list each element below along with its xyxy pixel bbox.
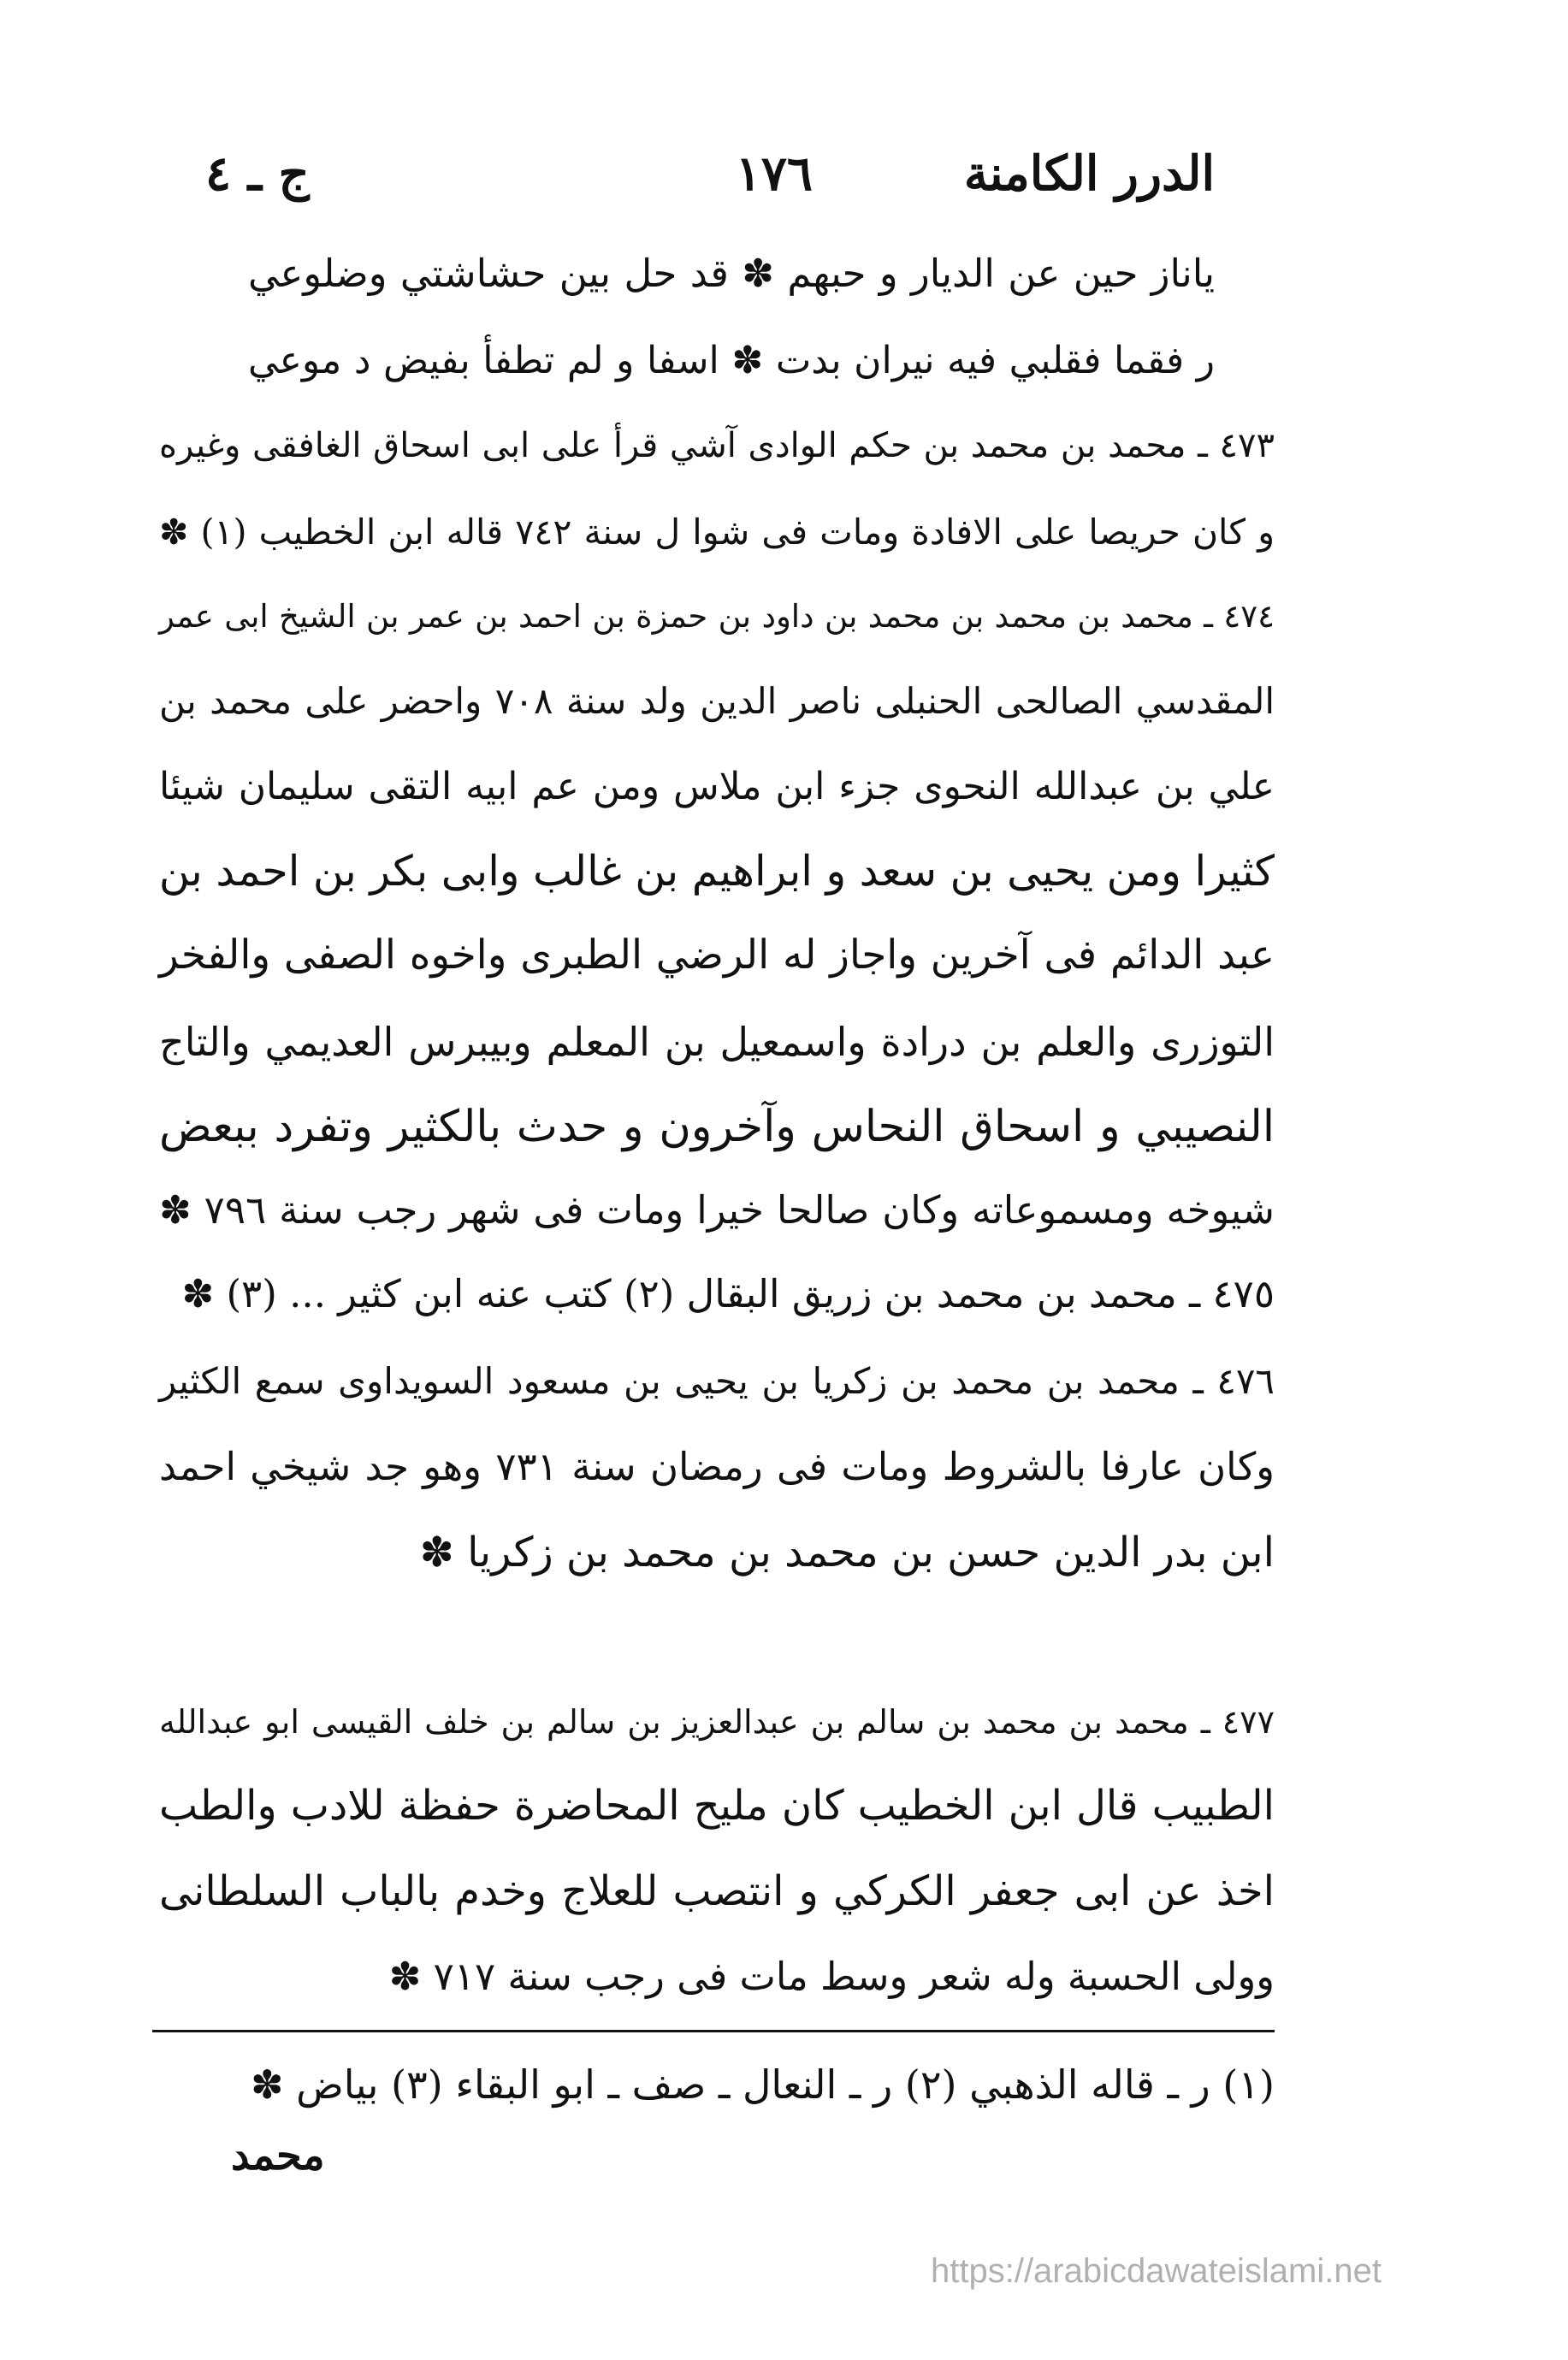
text-line: عبد الدائم فى آخرين واجاز له الرضي الطبرى واخوه الصفى والفخر (159, 932, 1275, 979)
book-title: الدرر الكامنة (963, 145, 1215, 202)
text-line: شيوخه ومسموعاته وكان صالحا خيرا ومات فى شهر رجب سنة ٧٩٦ ✽ (159, 1187, 1275, 1233)
text-line: ابن بدر الدين حسن بن محمد بن محمد بن زكريا ✽ (419, 1529, 1275, 1576)
verse-line-1: ياناز حين عن الديار و حبهم ✽ قد حل بين حشاشتي وضلوعي (248, 251, 1215, 296)
footnote: (١) ر ـ قاله الذهبي (٢) ر ـ النعال ـ صف ـ ابو البقاء (٣) بياض ✽ (250, 2061, 1275, 2108)
footnote-divider (152, 2030, 1275, 2032)
text-line: ٤٧٣ ـ محمد بن محمد بن حكم الوادى آشي قرأ على ابى اسحاق الغافقى وغيره (159, 426, 1275, 465)
page-header (205, 145, 1215, 205)
page-number: ١٧٦ (735, 145, 813, 202)
text-line: ٤٧٦ ـ محمد بن محمد بن زكريا بن يحيى بن مسعود السويداوى سمع الكثير (159, 1360, 1275, 1402)
text-line: المقدسي الصالحى الحنبلى ناصر الدين ولد سنة ٧٠٨ واحضر على محمد بن (159, 680, 1275, 722)
watermark-url: https://arabicdawateislami.net (931, 2252, 1382, 2290)
text-line: النصيبي و اسحاق النحاس وآخرون و حدث بالكثير وتفرد ببعض (159, 1102, 1275, 1152)
text-line: وولى الحسبة وله شعر وسط مات فى رجب سنة ٧١٧ ✽ (388, 1954, 1275, 1999)
text-line: ٤٧٥ ـ محمد بن محمد بن زريق البقال (٢) كتب عنه ابن كثير ... (٣) ✽ (181, 1271, 1275, 1316)
volume-label: ج ـ ٤ (205, 145, 310, 202)
text-line: و كان حريصا على الافادة ومات فى شوا ل سنة ٧٤٢ قاله ابن الخطيب (١) ✽ (159, 512, 1275, 553)
text-line: علي بن عبدالله النحوى جزء ابن ملاس ومن عم ابيه التقى سليمان شيئا (159, 765, 1275, 808)
text-line: اخذ عن ابى جعفر الكركي و انتصب للعلاج وخدم بالباب السلطانى (159, 1867, 1275, 1915)
text-line: كثيرا ومن يحيى بن سعد و ابراهيم بن غالب وابى بكر بن احمد بن (158, 847, 1275, 896)
text-line: وكان عارفا بالشروط ومات فى رمضان سنة ٧٣١ وهو جد شيخي احمد (159, 1444, 1275, 1489)
verse-line-2: ر فقما فقلبي فيه نيران بدت ✽ اسفا و لم تطفأ بفيض د موعي (248, 339, 1215, 382)
text-line: ٤٧٤ ـ محمد بن محمد بن محمد بن داود بن حمزة بن احمد بن عمر بن الشيخ ابى عمر (159, 598, 1275, 635)
catchword: محمد (231, 2132, 325, 2180)
text-line: التوزرى والعلم بن درادة واسمعيل بن المعلم وبيبرس العديمي والتاج (159, 1019, 1275, 1065)
text-line: ٤٧٧ ـ محمد بن محمد بن سالم بن عبدالعزيز بن سالم بن خلف القيسى ابو عبدالله (159, 1703, 1275, 1741)
text-line: الطبيب قال ابن الخطيب كان مليح المحاضرة حفظة للادب والطب (159, 1782, 1275, 1830)
